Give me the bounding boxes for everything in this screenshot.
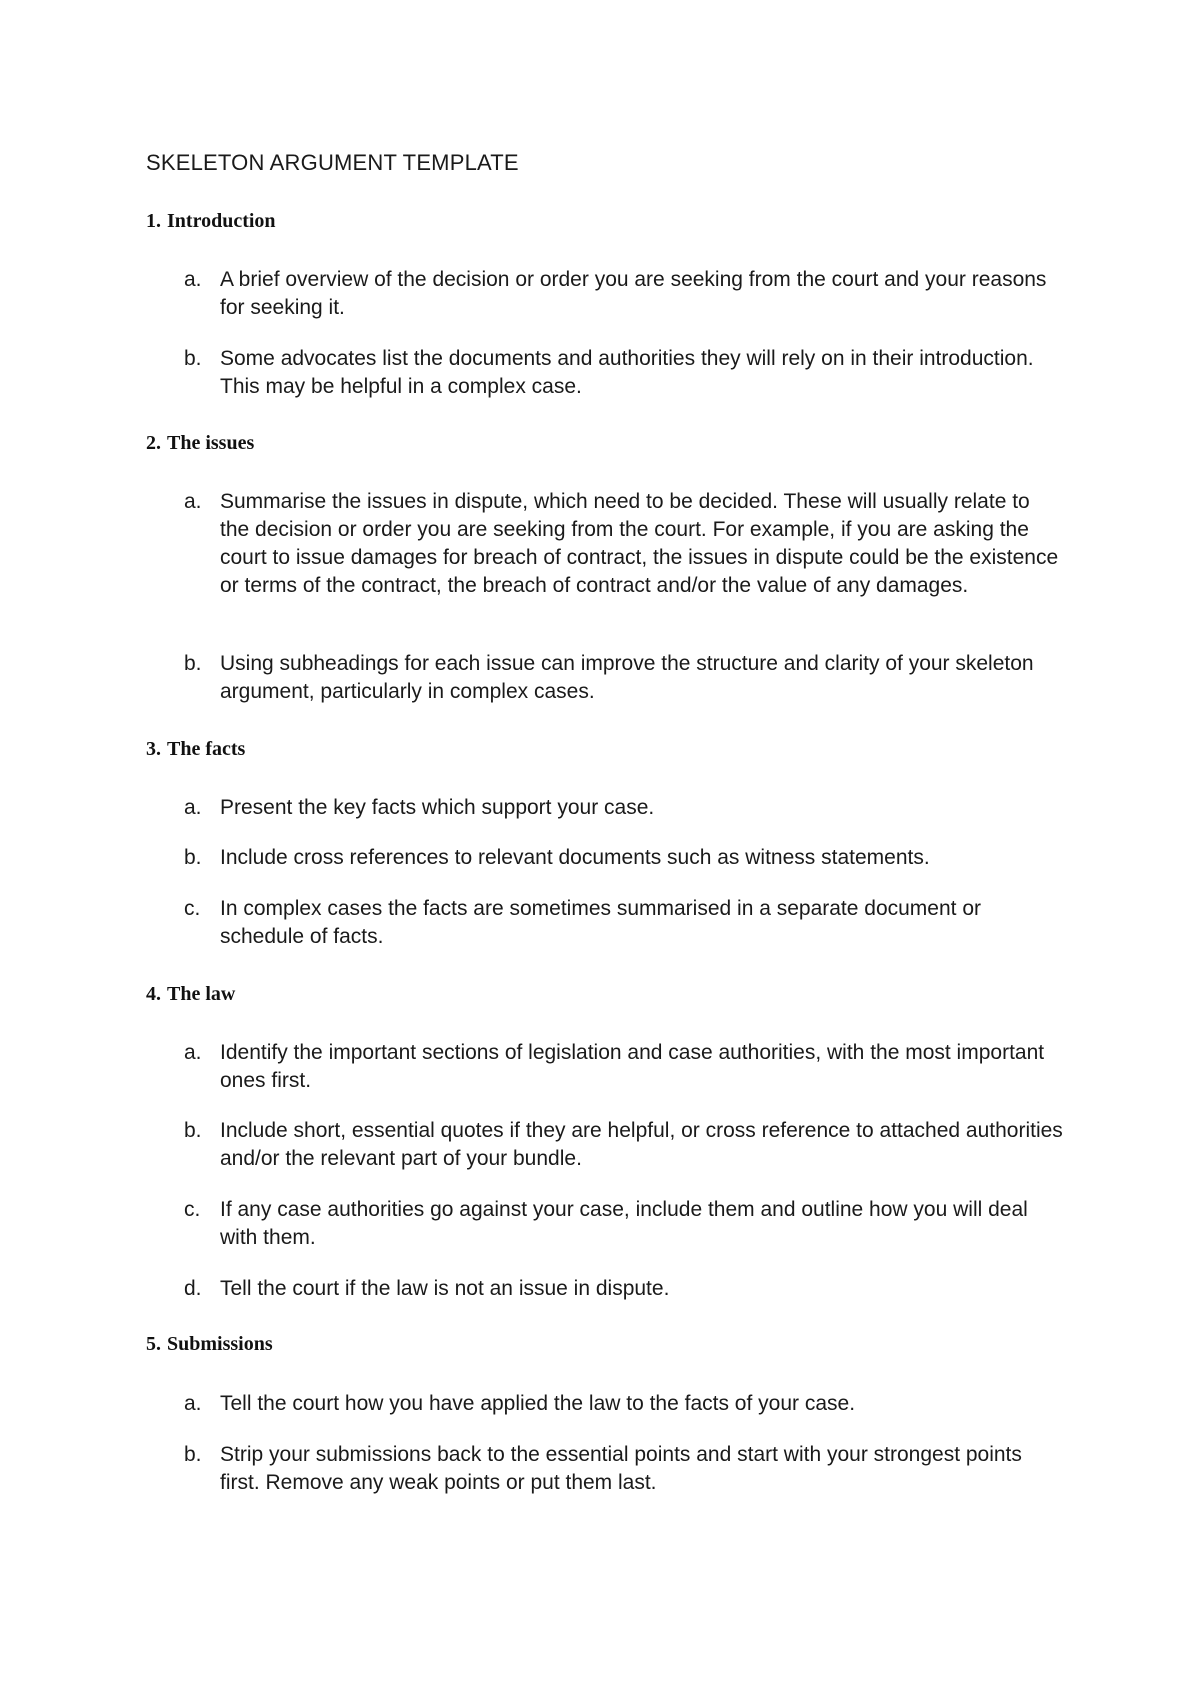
list-item: [184, 1039, 1064, 1095]
list-item: [184, 1390, 1064, 1418]
list-marker: b.: [184, 1443, 202, 1466]
list-item-text: Include cross references to relevant documents such as witness statements.: [220, 846, 930, 869]
list-item: [184, 794, 1064, 822]
list-item-text: Tell the court how you have applied the law to the facts of your case.: [220, 1392, 856, 1415]
section-number: 1.: [146, 210, 161, 232]
list-marker: a.: [184, 796, 202, 819]
section-heading-law: [146, 983, 235, 1006]
section-title: Introduction: [167, 210, 276, 232]
list-item-text: Present the key facts which support your case.: [220, 796, 655, 819]
section-title: Submissions: [167, 1333, 273, 1355]
list-item-text: Tell the court if the law is not an issue in dispute.: [220, 1277, 670, 1300]
section-number: 4.: [146, 983, 161, 1005]
section-number: 5.: [146, 1333, 161, 1355]
list-item-text: Strip your submissions back to the essential points and start with your strongest points first. Remove any weak points or put them last.: [220, 1443, 1022, 1494]
list-item-text: Summarise the issues in dispute, which need to be decided. These will usually relate to the decision or order you are seeking from the court. For example, if you are asking the court to issue damages for breach of contract, the issues in dispute could be the existence or terms of the contract, the breach of contract and/or the value of any damages.: [220, 490, 1059, 597]
list-marker: b.: [184, 846, 202, 869]
list-marker: a.: [184, 1041, 202, 1064]
list-marker: c.: [184, 897, 201, 920]
list-item: [184, 1117, 1064, 1173]
section-title: The law: [167, 983, 236, 1005]
list-item-text: If any case authorities go against your case, include them and outline how you will deal with them.: [220, 1198, 1028, 1249]
list-item: [184, 488, 1064, 600]
section-heading-issues: [146, 432, 254, 455]
list-marker: c.: [184, 1198, 201, 1221]
list-item: [184, 1196, 1064, 1252]
list-marker: b.: [184, 1119, 202, 1142]
list-item: [184, 1275, 1064, 1303]
section-number: 3.: [146, 738, 161, 760]
section-number: 2.: [146, 432, 161, 454]
list-item-text: Some advocates list the documents and authorities they will rely on in their introduction. This may be helpful in a complex case.: [220, 347, 1034, 398]
list-marker: a.: [184, 490, 202, 513]
section-title: The issues: [167, 432, 255, 454]
list-item: [184, 1441, 1064, 1497]
list-item-text: A brief overview of the decision or order you are seeking from the court and your reasons for seeking it.: [220, 268, 1047, 319]
list-marker: a.: [184, 1392, 202, 1415]
section-heading-introduction: [146, 210, 276, 233]
list-item-text: Identify the important sections of legislation and case authorities, with the most important ones first.: [220, 1041, 1045, 1092]
list-marker: b.: [184, 652, 202, 675]
document-title: SKELETON ARGUMENT TEMPLATE: [146, 150, 519, 175]
section-heading-facts: [146, 738, 245, 761]
list-item: [184, 895, 1064, 951]
list-item-text: Include short, essential quotes if they are helpful, or cross reference to attached authorities and/or the relevant part of your bundle.: [220, 1119, 1063, 1170]
list-item: [184, 650, 1064, 706]
list-marker: d.: [184, 1277, 202, 1300]
list-item: [184, 266, 1064, 322]
list-marker: b.: [184, 347, 202, 370]
list-item-text: Using subheadings for each issue can improve the structure and clarity of your skeleton argument, particularly in complex cases.: [220, 652, 1034, 703]
section-heading-submissions: [146, 1333, 273, 1356]
section-title: The facts: [167, 738, 246, 760]
list-item: [184, 844, 1064, 872]
list-item: [184, 345, 1064, 401]
list-marker: a.: [184, 268, 202, 291]
list-item-text: In complex cases the facts are sometimes summarised in a separate document or schedule of facts.: [220, 897, 982, 948]
